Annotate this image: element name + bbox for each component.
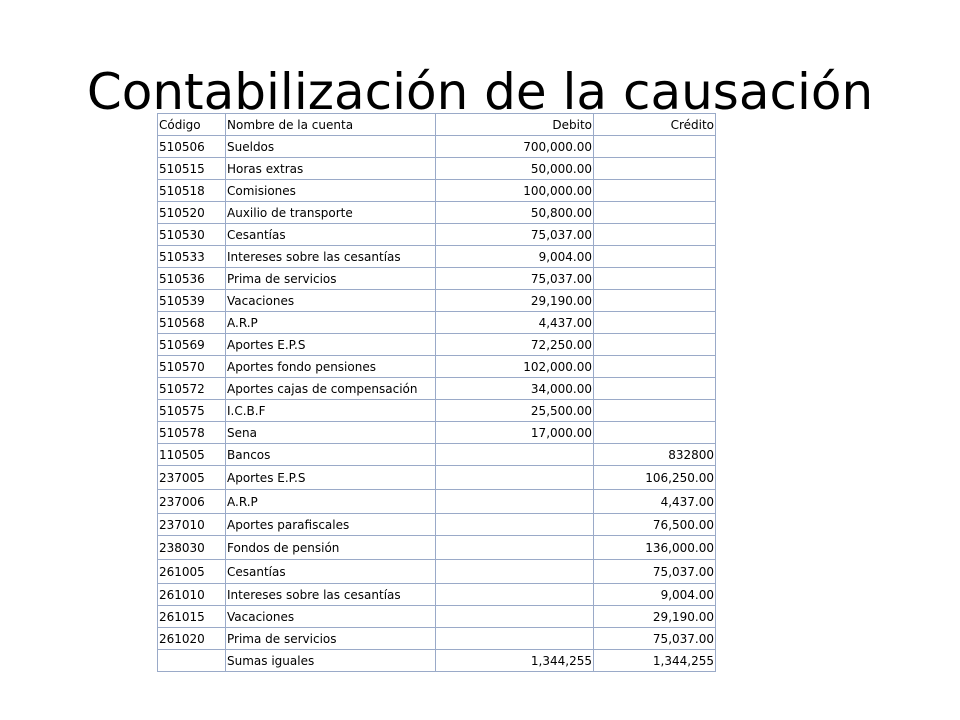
account-code: 510575 bbox=[158, 400, 226, 422]
debit-amount: 9,004.00 bbox=[436, 246, 594, 268]
account-code: 261020 bbox=[158, 628, 226, 650]
slide-title: Contabilización de la causación bbox=[86, 63, 874, 121]
debit-amount: 102,000.00 bbox=[436, 356, 594, 378]
account-name: Prima de servicios bbox=[226, 268, 436, 290]
debit-amount: 50,800.00 bbox=[436, 202, 594, 224]
header-code: Código bbox=[158, 114, 226, 136]
account-name: Prima de servicios bbox=[226, 628, 436, 650]
account-name: Cesantías bbox=[226, 560, 436, 584]
account-code: 237005 bbox=[158, 466, 226, 490]
debit-amount: 75,037.00 bbox=[436, 268, 594, 290]
account-code: 510539 bbox=[158, 290, 226, 312]
credit-amount: 76,500.00 bbox=[594, 514, 716, 536]
account-name: Comisiones bbox=[226, 180, 436, 202]
account-code: 510569 bbox=[158, 334, 226, 356]
header-account-name: Nombre de la cuenta bbox=[226, 114, 436, 136]
debit-amount bbox=[436, 584, 594, 606]
credit-amount: 106,250.00 bbox=[594, 466, 716, 490]
account-name: Intereses sobre las cesantías bbox=[226, 584, 436, 606]
debit-amount: 50,000.00 bbox=[436, 158, 594, 180]
debit-amount: 1,344,255 bbox=[436, 650, 594, 672]
account-code: 510530 bbox=[158, 224, 226, 246]
table-row bbox=[158, 606, 716, 628]
credit-amount bbox=[594, 378, 716, 400]
credit-amount: 29,190.00 bbox=[594, 606, 716, 628]
debit-amount: 34,000.00 bbox=[436, 378, 594, 400]
account-code: 510506 bbox=[158, 136, 226, 158]
account-code: 237010 bbox=[158, 514, 226, 536]
table-row bbox=[158, 628, 716, 650]
account-code: 510568 bbox=[158, 312, 226, 334]
table-row bbox=[158, 356, 716, 378]
account-name: I.C.B.F bbox=[226, 400, 436, 422]
account-name: Auxilio de transporte bbox=[226, 202, 436, 224]
account-name: Aportes E.P.S bbox=[226, 334, 436, 356]
credit-amount bbox=[594, 268, 716, 290]
table-row bbox=[158, 378, 716, 400]
account-name: Aportes fondo pensiones bbox=[226, 356, 436, 378]
ledger-body bbox=[158, 136, 716, 672]
account-code: 510572 bbox=[158, 378, 226, 400]
credit-amount bbox=[594, 158, 716, 180]
debit-amount: 72,250.00 bbox=[436, 334, 594, 356]
credit-amount bbox=[594, 400, 716, 422]
account-name: A.R.P bbox=[226, 490, 436, 514]
account-name: Cesantías bbox=[226, 224, 436, 246]
credit-amount: 75,037.00 bbox=[594, 628, 716, 650]
credit-amount bbox=[594, 422, 716, 444]
credit-amount: 75,037.00 bbox=[594, 560, 716, 584]
account-name: Fondos de pensión bbox=[226, 536, 436, 560]
credit-amount bbox=[594, 356, 716, 378]
credit-amount bbox=[594, 224, 716, 246]
account-name: Sueldos bbox=[226, 136, 436, 158]
table-row bbox=[158, 312, 716, 334]
account-name: Vacaciones bbox=[226, 290, 436, 312]
table-row bbox=[158, 444, 716, 466]
account-code: 510518 bbox=[158, 180, 226, 202]
header-debit: Debito bbox=[436, 114, 594, 136]
table-row bbox=[158, 268, 716, 290]
credit-amount: 136,000.00 bbox=[594, 536, 716, 560]
account-code: 261015 bbox=[158, 606, 226, 628]
account-name: Intereses sobre las cesantías bbox=[226, 246, 436, 268]
account-code: 237006 bbox=[158, 490, 226, 514]
account-code: 510520 bbox=[158, 202, 226, 224]
account-name: Aportes E.P.S bbox=[226, 466, 436, 490]
account-name: Sumas iguales bbox=[226, 650, 436, 672]
account-name: Aportes cajas de compensación bbox=[226, 378, 436, 400]
account-code: 510533 bbox=[158, 246, 226, 268]
account-name: Horas extras bbox=[226, 158, 436, 180]
table-row bbox=[158, 334, 716, 356]
credit-amount bbox=[594, 312, 716, 334]
debit-amount bbox=[436, 490, 594, 514]
table-header-row bbox=[158, 114, 716, 136]
debit-amount bbox=[436, 444, 594, 466]
table-row bbox=[158, 490, 716, 514]
debit-amount: 25,500.00 bbox=[436, 400, 594, 422]
table-row bbox=[158, 158, 716, 180]
account-name: Aportes parafiscales bbox=[226, 514, 436, 536]
account-code: 110505 bbox=[158, 444, 226, 466]
table-row bbox=[158, 536, 716, 560]
table-row bbox=[158, 400, 716, 422]
account-name: Bancos bbox=[226, 444, 436, 466]
credit-amount: 832800 bbox=[594, 444, 716, 466]
debit-amount bbox=[436, 628, 594, 650]
account-name: Vacaciones bbox=[226, 606, 436, 628]
account-code: 261010 bbox=[158, 584, 226, 606]
table-row bbox=[158, 290, 716, 312]
table-row bbox=[158, 560, 716, 584]
table-row bbox=[158, 650, 716, 672]
table-row bbox=[158, 584, 716, 606]
account-name: A.R.P bbox=[226, 312, 436, 334]
table-row bbox=[158, 422, 716, 444]
debit-amount bbox=[436, 514, 594, 536]
table-row bbox=[158, 202, 716, 224]
credit-amount: 1,344,255 bbox=[594, 650, 716, 672]
account-code: 510515 bbox=[158, 158, 226, 180]
table-row bbox=[158, 180, 716, 202]
debit-amount bbox=[436, 466, 594, 490]
debit-amount: 17,000.00 bbox=[436, 422, 594, 444]
account-code bbox=[158, 650, 226, 672]
header-credit: Crédito bbox=[594, 114, 716, 136]
table-row bbox=[158, 136, 716, 158]
table-row bbox=[158, 224, 716, 246]
table-row bbox=[158, 246, 716, 268]
debit-amount: 700,000.00 bbox=[436, 136, 594, 158]
debit-amount bbox=[436, 560, 594, 584]
account-code: 261005 bbox=[158, 560, 226, 584]
debit-amount: 100,000.00 bbox=[436, 180, 594, 202]
account-code: 510578 bbox=[158, 422, 226, 444]
credit-amount bbox=[594, 180, 716, 202]
credit-amount: 4,437.00 bbox=[594, 490, 716, 514]
credit-amount: 9,004.00 bbox=[594, 584, 716, 606]
debit-amount: 29,190.00 bbox=[436, 290, 594, 312]
debit-amount bbox=[436, 606, 594, 628]
account-name: Sena bbox=[226, 422, 436, 444]
account-code: 510570 bbox=[158, 356, 226, 378]
account-code: 510536 bbox=[158, 268, 226, 290]
credit-amount bbox=[594, 290, 716, 312]
debit-amount: 75,037.00 bbox=[436, 224, 594, 246]
table-row bbox=[158, 466, 716, 490]
account-code: 238030 bbox=[158, 536, 226, 560]
debit-amount: 4,437.00 bbox=[436, 312, 594, 334]
table-row bbox=[158, 514, 716, 536]
credit-amount bbox=[594, 246, 716, 268]
ledger-table bbox=[157, 113, 716, 672]
credit-amount bbox=[594, 136, 716, 158]
credit-amount bbox=[594, 334, 716, 356]
debit-amount bbox=[436, 536, 594, 560]
credit-amount bbox=[594, 202, 716, 224]
